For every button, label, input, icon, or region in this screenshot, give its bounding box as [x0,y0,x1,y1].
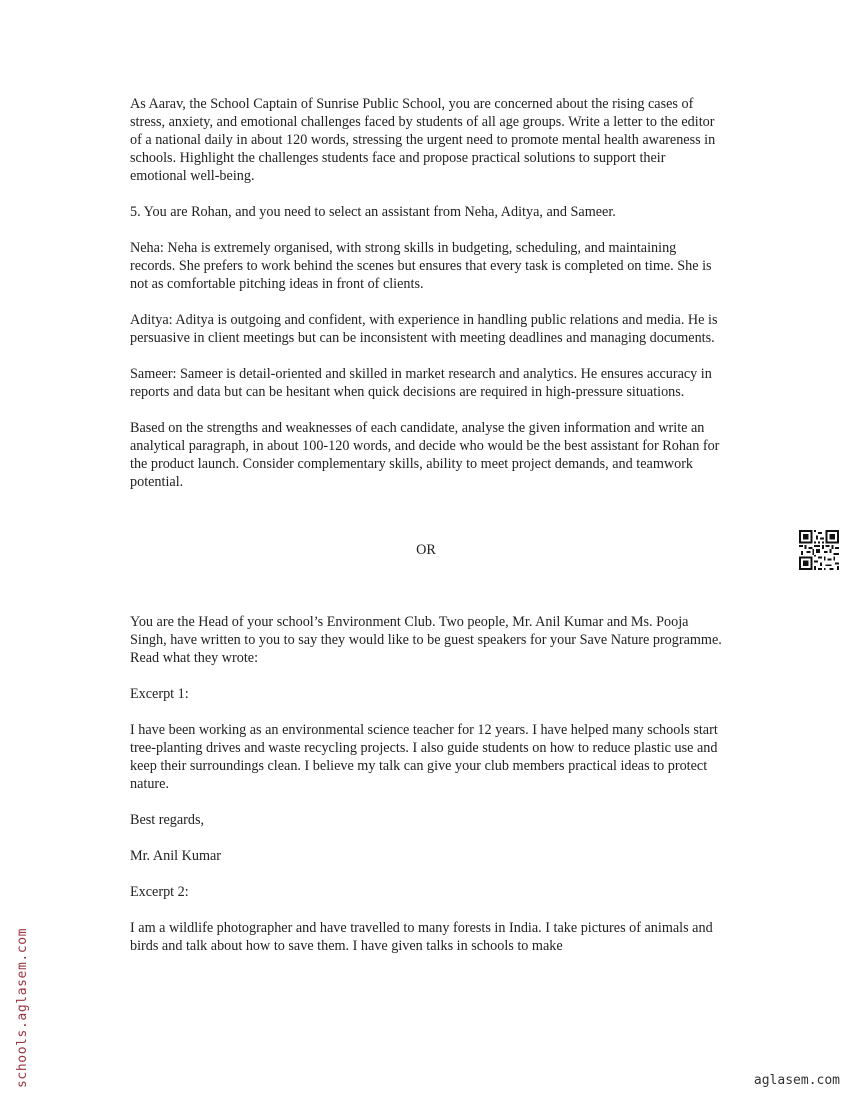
side-watermark: schools.aglasem.com [15,927,30,1088]
excerpt-2-heading: Excerpt 2: [130,884,189,900]
question-5-intro: 5. You are Rohan, and you need to select an assistant from Neha, Aditya, and Sameer. [130,204,616,220]
candidate-sameer: Sameer: Sameer is detail-oriented and skilled in market research and analytics. He ensures accuracy in reports and data but can be hesitant when quick decisions are required in high-pressure situations. [130,366,712,400]
excerpt-1-signature: Mr. Anil Kumar [130,848,222,864]
candidate-aditya: Aditya: Aditya is outgoing and confident, with experience in handling public relations and media. He is persuasive in client meetings but can be inconsistent with meeting deadlines and managing documents. [130,312,718,346]
question-prompt-letter: As Aarav, the School Captain of Sunrise Public School, you are concerned about the rising cases of stress, anxiety, and emotional challenges faced by students of all age groups. Write a letter to the editor of a national daily in about 120 words, stressing the urgent need to promote mental health awareness in schools. Highlight the challenges students face and propose practical solutions to support their emotional well-being. [130,96,716,184]
environment-club-prompt: You are the Head of your school’s Environment Club. Two people, Mr. Anil Kumar and Ms. Pooja Singh, have written to you to say they would like to be guest speakers for your Save Nature programme. Read what they wrote: [130,614,722,666]
qr-code-icon[interactable] [799,530,839,570]
candidate-neha: Neha: Neha is extremely organised, with strong skills in budgeting, scheduling, and maintaining records. She prefers to work behind the scenes but ensures that every task is completed on time. She is not as comfortable pitching ideas in front of clients. [130,240,712,292]
or-divider: OR [416,542,436,558]
excerpt-1-heading: Excerpt 1: [130,686,189,702]
document-body [130,95,722,955]
excerpt-1-body: I have been working as an environmental science teacher for 12 years. I have helped many schools start tree-planting drives and waste recycling projects. I also guide students on how to reduce plastic use and keep their surroundings clean. I believe my talk can give your club members practical ideas to protect nature. [130,722,718,792]
question-5-task: Based on the strengths and weaknesses of each candidate, analyse the given information and write an analytical paragraph, in about 100-120 words, and decide who would be the best assistant for Rohan for the product launch. Consider complementary skills, ability to meet project demands, and teamwork potential. [130,420,720,490]
excerpt-2-body: I am a wildlife photographer and have travelled to many forests in India. I take pictures of animals and birds and talk about how to save them. I have given talks in schools to make [130,920,713,954]
excerpt-1-closing: Best regards, [130,812,205,828]
corner-watermark: aglasem.com [753,1073,840,1088]
